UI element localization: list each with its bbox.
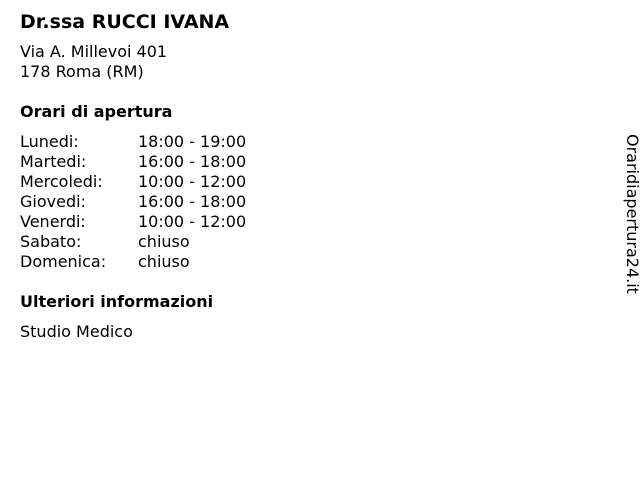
address	[20, 42, 600, 82]
more-info-heading: Ulteriori informazioni	[20, 292, 214, 311]
business-card	[20, 10, 600, 342]
day-label: Domenica:	[20, 252, 107, 271]
time-value: 16:00 - 18:00	[138, 192, 247, 211]
opening-hours-heading: Orari di apertura	[20, 102, 173, 121]
time-value: 10:00 - 12:00	[138, 212, 247, 231]
business-name: Dr.ssa RUCCI IVANA	[20, 11, 230, 33]
hours-row-thursday	[20, 192, 600, 212]
hours-row-monday	[20, 132, 600, 152]
day-label: Mercoledi:	[20, 172, 103, 191]
hours-row-saturday	[20, 232, 600, 252]
hours-row-sunday	[20, 252, 600, 272]
hours-row-wednesday	[20, 172, 600, 192]
time-value: chiuso	[138, 232, 190, 251]
day-label: Giovedi:	[20, 192, 86, 211]
day-label: Martedi:	[20, 152, 87, 171]
site-watermark: Oraridiapertura24.it	[623, 134, 642, 294]
day-label: Sabato:	[20, 232, 82, 251]
day-label: Venerdi:	[20, 212, 86, 231]
opening-hours-table	[20, 132, 600, 272]
day-label: Lunedi:	[20, 132, 79, 151]
time-value: 18:00 - 19:00	[138, 132, 247, 151]
time-value: chiuso	[138, 252, 190, 271]
hours-row-tuesday	[20, 152, 600, 172]
more-info-text: Studio Medico	[20, 322, 133, 341]
hours-row-friday	[20, 212, 600, 232]
address-city: 178 Roma (RM)	[20, 62, 144, 81]
time-value: 16:00 - 18:00	[138, 152, 247, 171]
address-street: Via A. Millevoi 401	[20, 42, 168, 61]
time-value: 10:00 - 12:00	[138, 172, 247, 191]
